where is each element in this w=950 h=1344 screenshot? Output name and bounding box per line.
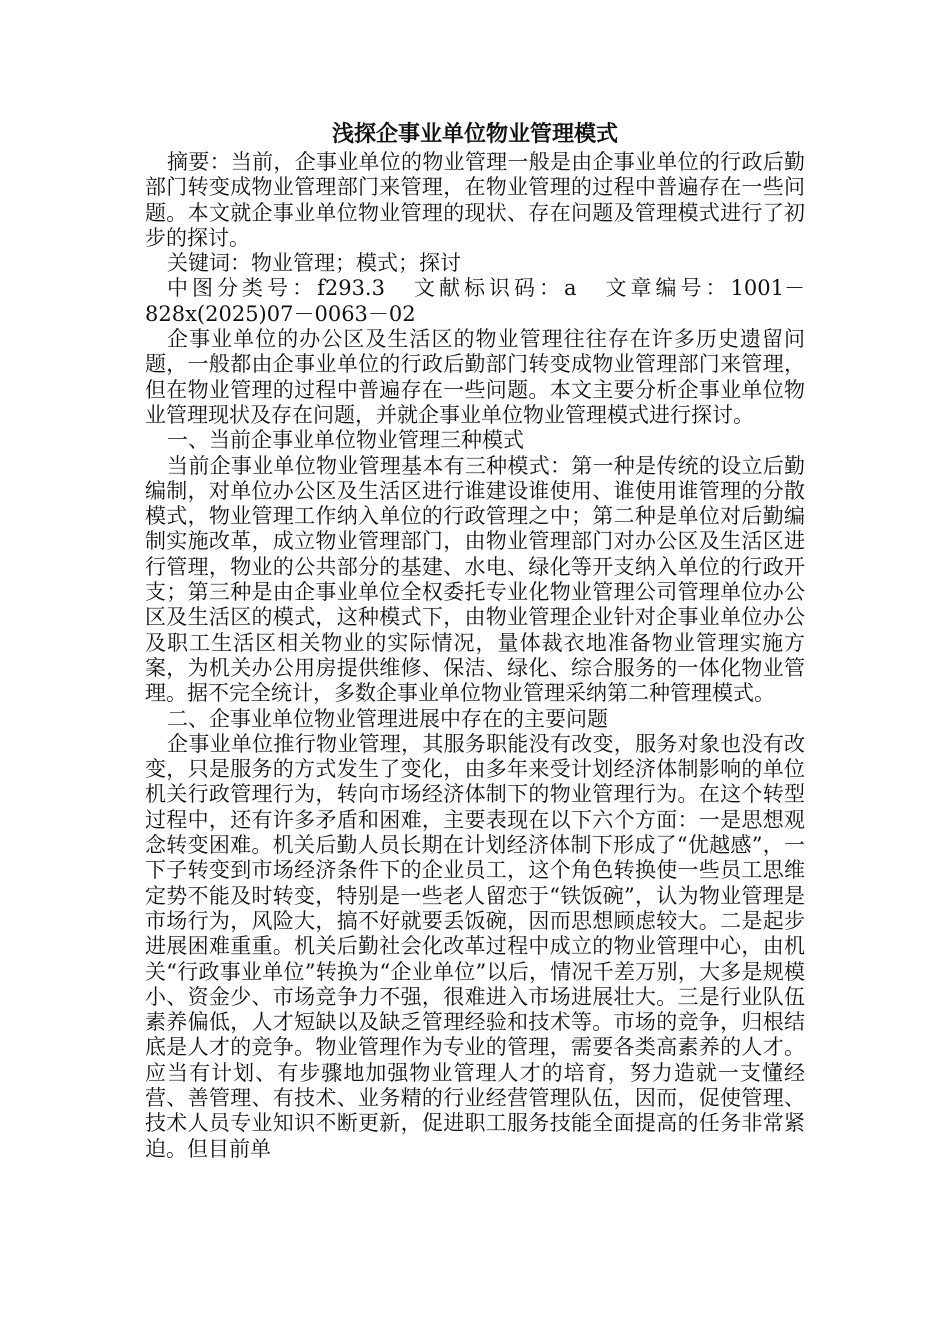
section-heading-2: 二、企事业单位物业管理进展中存在的主要问题 <box>167 706 609 731</box>
section-1-paragraph: 当前企事业单位物业管理基本有三种模式：第一种是传统的设立后勤编制，对单位办公区及生活区进行谁建设谁使用、谁使用谁管理的分散模式，物业管理工作纳入单位的行政管理之中；第二种是单位对后勤编制实施改革，成立物业管理部门，由物业管理部门对办公区及生活区进行管理，物业的公共部分的基建、水电、绿化等开支纳入单位的行政开支；第三种是由企事业单位全权委托专业化物业管理公司管理单位办公区及生活区的模式，这种模式下，由物业管理企业针对企事业单位办公及职工生活区相关物业的实际情况，量体裁衣地准备物业管理实施方案，为机关办公用房提供维修、保洁、绿化、综合服务的一体化物业管理。据不完全统计，多数企事业单位物业管理采纳第二种管理模式。 <box>145 453 805 706</box>
article-title: 浅探企事业单位物业管理模式 <box>331 121 618 147</box>
intro-paragraph: 企事业单位的办公区及生活区的物业管理往往存在许多历史遗留问题，一般都由企事业单位的行政后勤部门转变成物业管理部门来管理，但在物业管理的过程中普遍存在一些问题。本文主要分析企事业单位物业管理现状及存在问题，并就企事业单位物业管理模式进行探讨。 <box>145 327 805 427</box>
classification-line: 中图分类号：f293.3 文献标识码：a 文章编号：1001－828x(2025)07－0063－02 <box>145 276 805 326</box>
article-body <box>145 120 805 1162</box>
section-2-paragraph: 企事业单位推行物业管理，其服务职能没有改变，服务对象也没有改变，只是服务的方式发生了变化，由多年来受计划经济体制影响的单位机关行政管理行为，转向市场经济体制下的物业管理行为。在这个转型过程中，还有许多矛盾和困难，主要表现在以下六个方面：一是思想观念转变困难。机关后勤人员长期在计划经济体制下形成了“优越感”，一下子转变到市场经济条件下的企业员工，这个角色转换使一些员工思维定势不能及时转变，特别是一些老人留恋于“铁饭碗”，认为物业管理是市场行为，风险大，搞不好就要丢饭碗，因而思想顾虑较大。二是起步进展困难重重。机关后勤社会化改革过程中成立的物业管理中心，由机关“行政事业单位”转换为“企业单位”以后，情况千差万别，大多是规模小、资金少、市场竞争力不强，很难进入市场进展壮大。三是行业队伍素养偏低，人才短缺以及缺乏管理经验和技术等。市场的竞争，归根结底是人才的竞争。物业管理作为专业的管理，需要各类高素养的人才。应当有计划、有步骤地加强物业管理人才的培育，努力造就一支懂经营、善管理、有技术、业务精的行业经营管理队伍，因而，促使管理、技术人员专业知识不断更新，促进职工服务技能全面提高的任务非常紧迫。但目前单 <box>145 731 805 1161</box>
abstract-paragraph: 摘要：当前，企事业单位的物业管理一般是由企事业单位的行政后勤部门转变成物业管理部门来管理，在物业管理的过程中普遍存在一些问题。本文就企事业单位物业管理的现状、存在问题及管理模式进行了初步的探讨。 <box>145 150 805 250</box>
section-heading-1: 一、当前企事业单位物业管理三种模式 <box>167 428 525 453</box>
keywords-line: 关键词：物业管理；模式；探讨 <box>167 251 462 276</box>
